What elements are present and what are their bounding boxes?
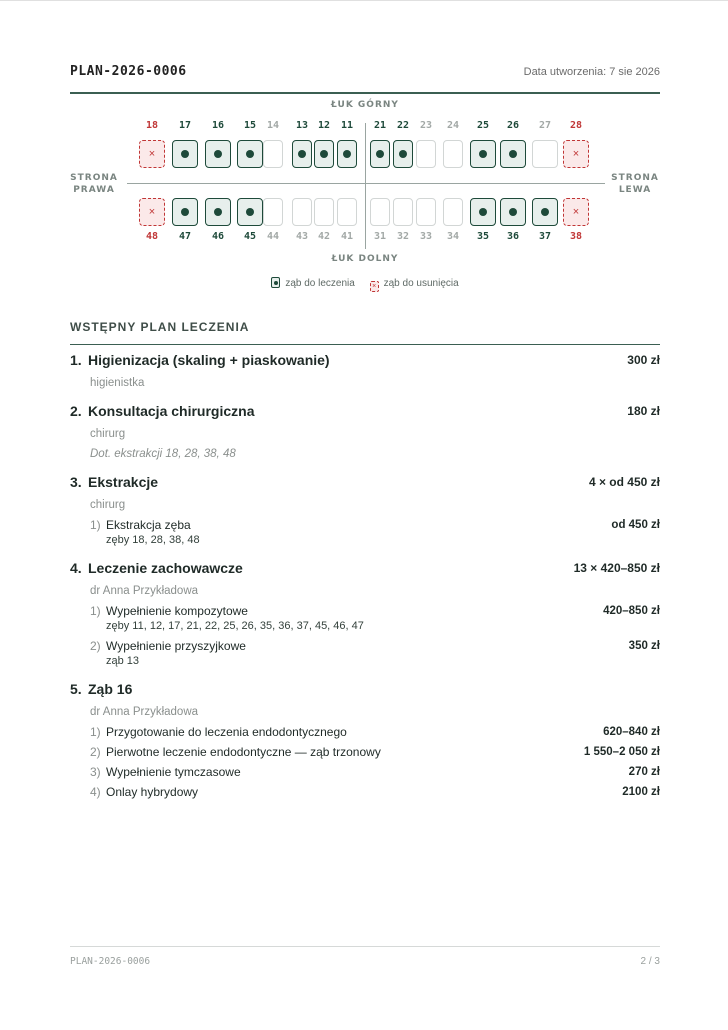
subitem-teeth: zęby 18, 28, 38, 48: [106, 534, 200, 546]
lower-tooth-43: [292, 198, 312, 226]
dental-chart: [70, 95, 660, 300]
upper-tooth-28: ×: [563, 140, 589, 168]
subitem-index: 1): [90, 604, 101, 618]
lower-tooth-33: [416, 198, 436, 226]
subitem-price: 350 zł: [628, 640, 660, 652]
plan-subitem: [90, 638, 660, 669]
plan-item-head: [70, 403, 660, 423]
subitem-index: 4): [90, 785, 101, 799]
lower-tooth-number-34: 34: [446, 231, 460, 242]
plan-subitem: [90, 724, 660, 740]
upper-tooth-18: ×: [139, 140, 165, 168]
plan-item-index: 2.: [70, 403, 82, 419]
created-date: Data utworzenia: 7 sie 2026: [523, 66, 660, 78]
upper-tooth-number-13: 13: [295, 120, 309, 131]
plan-item: [70, 560, 660, 669]
plan-item-title: Konsultacja chirurgiczna: [88, 403, 255, 419]
section-title: WSTĘPNY PLAN LECZENIA: [70, 320, 660, 345]
upper-tooth-number-16: 16: [211, 120, 225, 131]
legend-item-treat: [271, 277, 355, 289]
upper-tooth-24: [443, 140, 463, 168]
plan-item-title: Ekstrakcje: [88, 474, 159, 490]
upper-tooth-26: [500, 140, 526, 168]
plan-items: [70, 352, 660, 812]
upper-tooth-16: [205, 140, 231, 168]
lower-tooth-number-47: 47: [178, 231, 192, 242]
upper-tooth-22: [393, 140, 413, 168]
plan-subitem: [90, 744, 660, 760]
subitem-index: 2): [90, 745, 101, 759]
lower-tooth-41: [337, 198, 357, 226]
upper-tooth-number-22: 22: [396, 120, 410, 131]
plan-item-note: Dot. ekstrakcji 18, 28, 38, 48: [90, 448, 236, 460]
left-side-label: [608, 172, 662, 196]
lower-tooth-number-38: 38: [569, 231, 583, 242]
plan-item-head: [70, 352, 660, 372]
lower-tooth-38: ×: [563, 198, 589, 226]
plan-item-provider: higienistka: [90, 377, 145, 389]
upper-tooth-number-21: 21: [373, 120, 387, 131]
lower-tooth-number-46: 46: [211, 231, 225, 242]
upper-tooth-21: [370, 140, 390, 168]
upper-tooth-number-27: 27: [538, 120, 552, 131]
subitem-name: Onlay hybrydowy: [106, 785, 199, 799]
subitem-price: 2100 zł: [622, 786, 660, 798]
plan-item-price: 13 × 420–850 zł: [573, 561, 660, 575]
plan-item: [70, 352, 660, 391]
plan-item-title: Ząb 16: [88, 681, 133, 697]
plan-item-index: 3.: [70, 474, 82, 490]
plan-item-index: 5.: [70, 681, 82, 697]
upper-tooth-15: [237, 140, 263, 168]
subitem-index: 1): [90, 518, 101, 532]
footer-divider: [70, 946, 660, 947]
plan-item-head: [70, 560, 660, 580]
plan-subitem: [90, 517, 660, 548]
lower-tooth-number-37: 37: [538, 231, 552, 242]
subitem-price: 420–850 zł: [603, 605, 660, 617]
upper-arch-label: ŁUK GÓRNY: [331, 100, 399, 110]
lower-tooth-42: [314, 198, 334, 226]
tooth-treat-icon: [271, 277, 280, 288]
lower-tooth-31: [370, 198, 390, 226]
plan-item-price: 300 zł: [627, 353, 660, 367]
plan-item-title: Higienizacja (skaling + piaskowanie): [88, 352, 330, 368]
upper-tooth-number-23: 23: [419, 120, 433, 131]
upper-tooth-number-25: 25: [476, 120, 490, 131]
plan-item-provider: chirurg: [90, 428, 126, 440]
footer-plan-id: PLAN-2026-0006: [70, 956, 151, 967]
lower-arch-label: ŁUK DOLNY: [331, 254, 399, 264]
subitem-price: 1 550–2 050 zł: [583, 746, 660, 758]
plan-item-provider: dr Anna Przykładowa: [90, 706, 199, 718]
upper-tooth-23: [416, 140, 436, 168]
upper-tooth-17: [172, 140, 198, 168]
plan-item-head: [70, 681, 660, 701]
plan-item: [70, 474, 660, 548]
subitem-teeth: ząb 13: [106, 655, 140, 667]
upper-tooth-number-18: 18: [145, 120, 159, 131]
plan-item-index: 1.: [70, 352, 82, 368]
left-side-label-line1: STRONA: [611, 173, 659, 183]
lower-tooth-32: [393, 198, 413, 226]
chart-legend: [70, 277, 660, 292]
subitem-name: Przygotowanie do leczenia endodontycznego: [106, 725, 347, 739]
plan-item-price: 4 × od 450 zł: [588, 475, 660, 489]
lower-tooth-34: [443, 198, 463, 226]
subitem-name: Wypełnienie tymczasowe: [106, 765, 241, 779]
document-header: [70, 62, 660, 94]
plan-item-price: 180 zł: [627, 404, 660, 418]
upper-tooth-number-14: 14: [266, 120, 280, 131]
plan-subitem: [90, 764, 660, 780]
right-side-label-line2: PRAWA: [73, 185, 115, 195]
subitem-index: 3): [90, 765, 101, 779]
lower-tooth-37: [532, 198, 558, 226]
lower-tooth-36: [500, 198, 526, 226]
subitem-teeth: zęby 11, 12, 17, 21, 22, 25, 26, 35, 36, 37, 45, 46, 47: [106, 620, 364, 632]
legend-treat-label: ząb do leczenia: [285, 278, 355, 289]
lower-tooth-47: [172, 198, 198, 226]
upper-tooth-11: [337, 140, 357, 168]
midline-horizontal: [127, 183, 605, 184]
lower-tooth-number-41: 41: [340, 231, 354, 242]
lower-tooth-35: [470, 198, 496, 226]
plan-item-title: Leczenie zachowawcze: [88, 560, 243, 576]
footer-page-number: 2 / 3: [640, 956, 660, 967]
lower-tooth-number-36: 36: [506, 231, 520, 242]
lower-tooth-45: [237, 198, 263, 226]
legend-item-extract: [370, 278, 459, 292]
upper-tooth-number-15: 15: [243, 120, 257, 131]
tooth-extract-icon: ×: [370, 281, 379, 292]
subitem-price: od 450 zł: [611, 519, 660, 531]
plan-item-provider: chirurg: [90, 499, 126, 511]
upper-tooth-number-17: 17: [178, 120, 192, 131]
lower-tooth-44: [263, 198, 283, 226]
upper-tooth-14: [263, 140, 283, 168]
upper-tooth-27: [532, 140, 558, 168]
plan-item-index: 4.: [70, 560, 82, 576]
lower-tooth-number-42: 42: [317, 231, 331, 242]
upper-tooth-number-26: 26: [506, 120, 520, 131]
subitem-price: 270 zł: [628, 766, 660, 778]
lower-tooth-number-45: 45: [243, 231, 257, 242]
subitem-index: 2): [90, 639, 101, 653]
subitem-name: Wypełnienie kompozytowe: [106, 604, 248, 618]
upper-tooth-25: [470, 140, 496, 168]
left-side-label-line2: LEWA: [618, 185, 652, 195]
plan-item-head: [70, 474, 660, 494]
upper-tooth-number-28: 28: [569, 120, 583, 131]
lower-tooth-number-48: 48: [145, 231, 159, 242]
plan-item: [70, 403, 660, 462]
legend-extract-label: ząb do usunięcia: [383, 278, 459, 289]
upper-tooth-number-11: 11: [340, 120, 354, 131]
plan-id: PLAN-2026-0006: [70, 64, 187, 79]
subitem-index: 1): [90, 725, 101, 739]
lower-tooth-number-31: 31: [373, 231, 387, 242]
lower-tooth-number-33: 33: [419, 231, 433, 242]
lower-tooth-number-44: 44: [266, 231, 280, 242]
lower-tooth-number-35: 35: [476, 231, 490, 242]
document-page: [70, 0, 660, 1030]
lower-tooth-number-32: 32: [396, 231, 410, 242]
lower-tooth-48: ×: [139, 198, 165, 226]
plan-item-provider: dr Anna Przykładowa: [90, 585, 199, 597]
subitem-name: Ekstrakcja zęba: [106, 518, 191, 532]
subitem-price: 620–840 zł: [603, 726, 660, 738]
plan-subitem: [90, 784, 660, 800]
lower-tooth-46: [205, 198, 231, 226]
upper-tooth-13: [292, 140, 312, 168]
subitem-name: Wypełnienie przyszyjkowe: [106, 639, 246, 653]
upper-tooth-number-24: 24: [446, 120, 460, 131]
subitem-name: Pierwotne leczenie endodontyczne — ząb trzonowy: [106, 745, 381, 759]
midline-vertical: [365, 123, 366, 249]
lower-tooth-number-43: 43: [295, 231, 309, 242]
plan-item: [70, 681, 660, 800]
right-side-label-line1: STRONA: [70, 173, 118, 183]
plan-subitem: [90, 603, 660, 634]
right-side-label: [68, 172, 120, 196]
upper-tooth-number-12: 12: [317, 120, 331, 131]
upper-tooth-12: [314, 140, 334, 168]
